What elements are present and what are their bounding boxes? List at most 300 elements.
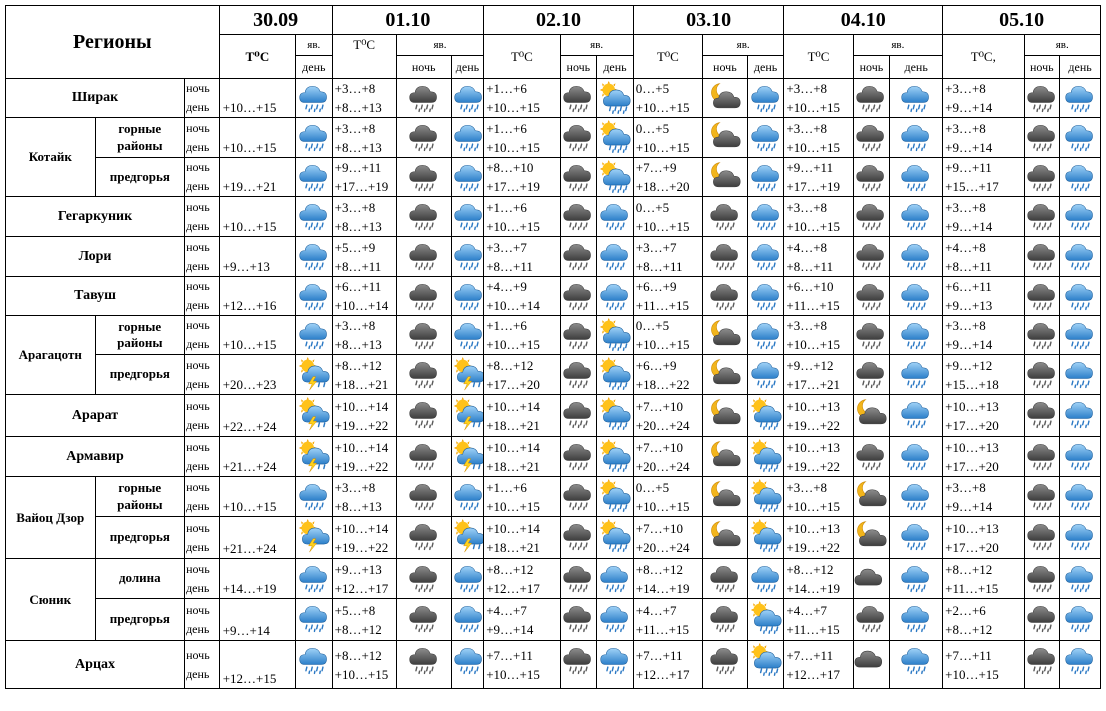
cloud-rain-icon [1025, 159, 1060, 195]
night-temperature: +2…+6 [945, 602, 986, 618]
night-temperature: +7…+11 [486, 647, 533, 663]
storm-icon [452, 518, 484, 554]
weather-icon-cell [702, 197, 747, 237]
forecast-body [6, 79, 1101, 689]
weather-icon-cell [597, 118, 634, 158]
cloud-rain-icon [397, 198, 451, 234]
moon-cloud-icon [703, 119, 747, 155]
day-temperature: +19…+22 [334, 417, 389, 433]
cloud-rain-icon [397, 159, 451, 195]
weather-icon-cell [747, 277, 784, 316]
day-label: день [186, 666, 210, 681]
temperature-cell [633, 559, 702, 599]
weather-icon-cell [451, 477, 484, 517]
weather-icon-cell [560, 118, 597, 158]
rain-icon [1060, 478, 1100, 514]
temperature-cell [943, 477, 1024, 517]
weather-icon-cell [702, 599, 747, 641]
phenomenon-header: яв. [1024, 35, 1100, 56]
temperature-cell: +10…+15 [219, 79, 295, 118]
weather-icon-cell [747, 517, 784, 559]
night-temperature: 0…+5 [635, 318, 670, 333]
weather-icon-cell [702, 641, 747, 689]
night-temperature: +3…+8 [786, 81, 828, 96]
temperature-cell [943, 79, 1024, 118]
phenomenon-header: яв. [396, 35, 484, 56]
rain-icon [296, 278, 332, 314]
region-name: Гегаркуник [6, 197, 185, 237]
cloud-rain-icon [1025, 238, 1060, 274]
weather-icon-cell [296, 641, 333, 689]
rain-icon [296, 198, 332, 234]
moon-cloud-icon [703, 478, 747, 514]
day-label: день [890, 56, 943, 79]
day-temperature: +8…+12 [334, 621, 382, 637]
cloud-icon [854, 642, 890, 678]
cloud-rain-icon [561, 119, 597, 155]
day-temperature: +17…+21 [786, 376, 841, 392]
weather-icon-cell [451, 316, 484, 355]
day-temperature: +9…+14 [945, 100, 993, 115]
night-temperature: +5…+9 [334, 239, 376, 255]
night-temperature: +6…+9 [635, 279, 677, 294]
rain-icon [452, 119, 484, 155]
weather-icon-cell [597, 517, 634, 559]
weather-icon-cell [853, 599, 890, 641]
day-label: день [186, 498, 210, 513]
weather-icon-cell [890, 477, 943, 517]
weather-icon-cell [1060, 158, 1101, 197]
weather-icon-cell [451, 158, 484, 197]
weather-icon-cell [1024, 277, 1060, 316]
temperature-cell: +21…+24 [219, 517, 295, 559]
night-temperature: +6…+10 [786, 279, 834, 294]
weather-icon-cell [890, 277, 943, 316]
temperature-cell [332, 355, 396, 395]
night-temperature: +4…+7 [486, 602, 527, 618]
cloud-rain-icon [854, 356, 890, 392]
weather-icon-cell [702, 118, 747, 158]
cloud-rain-icon [397, 642, 451, 678]
night-temperature: +9…+12 [945, 357, 993, 373]
region-name: Арарат [6, 395, 185, 437]
night-temperature: +3…+8 [945, 81, 986, 96]
weather-icon-cell [702, 237, 747, 277]
night-temperature: +9…+12 [786, 357, 834, 373]
temperature-cell [633, 237, 702, 277]
temperature-cell [784, 641, 853, 689]
day-label: день [186, 298, 210, 312]
cloud-rain-icon [561, 478, 597, 514]
temperature-cell [484, 237, 560, 277]
weather-icon-cell [702, 395, 747, 437]
night-temperature: +10…+14 [334, 439, 389, 455]
weather-icon-cell [1024, 197, 1060, 237]
cloud-rain-icon [1025, 119, 1060, 155]
weather-icon-cell [1060, 237, 1101, 277]
night-label: ночь [186, 647, 210, 662]
weather-icon-cell [702, 79, 747, 118]
night-temperature: 0…+5 [635, 479, 670, 495]
weather-icon-cell [1060, 355, 1101, 395]
weather-icon-cell [747, 641, 784, 689]
day-temperature: +19…+22 [334, 539, 389, 555]
day-temperature: +10…+15 [486, 100, 540, 115]
cloud-rain-icon [561, 438, 597, 474]
rain-icon [452, 478, 484, 514]
phenomenon-header: яв. [853, 35, 943, 56]
night-temperature: +3…+7 [635, 239, 677, 255]
rain-icon [748, 119, 784, 155]
rain-icon [296, 642, 332, 678]
cloud-rain-icon [1025, 80, 1060, 116]
weather-icon-cell [560, 437, 597, 477]
night-temperature: +8…+12 [334, 647, 382, 663]
night-temperature: +3…+8 [334, 318, 376, 333]
temperature-cell [484, 477, 560, 517]
weather-icon-cell [597, 79, 634, 118]
table-row [6, 158, 1101, 197]
weather-icon-cell [451, 197, 484, 237]
night-temperature: +7…+11 [635, 647, 683, 663]
day-temperature: +15…+18 [945, 376, 999, 392]
day-temperature: +18…+21 [486, 539, 540, 555]
temperature-cell [332, 197, 396, 237]
night-temperature: +1…+6 [486, 199, 527, 215]
temperature-cell [332, 517, 396, 559]
cloud-rain-icon [397, 560, 451, 596]
night-label: ночь [186, 279, 210, 293]
day-label: день [186, 179, 210, 193]
weather-icon-cell [702, 277, 747, 316]
temperature-cell [943, 517, 1024, 559]
cloud-rain-icon [397, 119, 451, 155]
rain-icon [1060, 560, 1100, 596]
temperature-cell [633, 395, 702, 437]
weather-icon-cell [853, 437, 890, 477]
weather-icon-cell [747, 118, 784, 158]
weather-icon-cell [396, 277, 451, 316]
date-header: 04.10 [784, 6, 943, 35]
weather-icon-cell [747, 158, 784, 197]
temperature-cell [484, 277, 560, 316]
rain-icon [890, 317, 942, 353]
night-day-labels [185, 641, 220, 689]
day-temperature: +19…+22 [334, 458, 389, 474]
day-temperature: +8…+13 [334, 139, 382, 155]
weather-icon-cell [747, 79, 784, 118]
rain-icon [890, 278, 942, 314]
night-label: ночь [186, 520, 210, 535]
temperature-cell [784, 158, 853, 197]
cloud-rain-icon [561, 278, 597, 314]
weather-icon-cell [1060, 599, 1101, 641]
weather-icon-cell [1024, 118, 1060, 158]
table-row [6, 316, 1101, 355]
weather-icon-cell [296, 277, 333, 316]
temperature-cell [633, 517, 702, 559]
rain-icon [296, 478, 332, 514]
weather-icon-cell [853, 395, 890, 437]
day-temperature: +11…+15 [786, 298, 840, 313]
cloud-rain-icon [561, 356, 597, 392]
cloud-rain-icon [703, 600, 747, 636]
night-temperature: +9…+11 [334, 160, 382, 175]
weather-icon-cell [560, 355, 597, 395]
temperature-cell [332, 158, 396, 197]
weather-icon-cell [451, 118, 484, 158]
rain-icon [597, 278, 633, 314]
rain-icon [296, 119, 332, 155]
day-temperature: +14…+19 [786, 580, 841, 596]
night-temperature: +3…+8 [945, 120, 986, 136]
day-label: день [747, 56, 784, 79]
night-temperature: +1…+6 [486, 479, 527, 495]
temperature-cell [784, 277, 853, 316]
cloud-rain-icon [397, 317, 451, 353]
night-temperature: +9…+11 [945, 160, 992, 175]
region-name: Вайоц Дзор [6, 477, 96, 559]
weather-icon-cell [396, 477, 451, 517]
night-day-labels [185, 316, 220, 355]
rain-icon [1060, 642, 1100, 678]
cloud-rain-icon [703, 198, 747, 234]
weather-icon-cell [1060, 477, 1101, 517]
table-row [6, 517, 1101, 559]
day-temperature: +17…+19 [334, 179, 389, 194]
day-label: день [186, 580, 210, 595]
day-label: день [186, 337, 210, 351]
day-temperature: +10…+15 [486, 666, 540, 682]
weather-icon-cell [890, 158, 943, 197]
weather-icon-cell [747, 599, 784, 641]
day-temperature: +8…+11 [334, 258, 382, 274]
subregion-name: горные районы [95, 316, 185, 355]
temperature-cell [943, 158, 1024, 197]
weather-icon-cell [451, 517, 484, 559]
cloud-rain-icon [397, 278, 451, 314]
rain-icon [296, 560, 332, 596]
weather-icon-cell [747, 197, 784, 237]
night-temperature: +3…+8 [786, 199, 828, 215]
night-temperature: +8…+12 [635, 561, 683, 577]
weather-icon-cell [702, 477, 747, 517]
temperature-cell [784, 477, 853, 517]
weather-icon-cell [890, 355, 943, 395]
day-temperature: +11…+15 [635, 621, 689, 637]
temperature-cell [484, 641, 560, 689]
weather-icon-cell [1024, 158, 1060, 197]
rain-icon [597, 600, 633, 636]
weather-icon-cell [396, 158, 451, 197]
weather-icon-cell [853, 316, 890, 355]
day-temperature: +17…+20 [945, 458, 999, 474]
date-header: 05.10 [943, 6, 1101, 35]
day-temperature: +10…+15 [635, 139, 690, 155]
night-temperature: +4…+7 [635, 602, 677, 618]
weather-icon-cell [597, 237, 634, 277]
sun-cloud-icon [597, 80, 633, 116]
night-day-labels [185, 197, 220, 237]
night-temperature: +3…+8 [334, 81, 376, 96]
night-day-labels [185, 237, 220, 277]
weather-icon-cell [747, 395, 784, 437]
night-label: ночь [1024, 56, 1060, 79]
temp-header: T⁰C [332, 35, 396, 79]
weather-icon-cell [1060, 316, 1101, 355]
night-temperature: +3…+7 [486, 239, 527, 255]
weather-icon-cell [296, 158, 333, 197]
night-temperature: +4…+9 [486, 279, 527, 294]
sun-cloud-icon [597, 356, 633, 392]
temperature-cell [484, 395, 560, 437]
day-temperature: +8…+12 [945, 621, 993, 637]
night-label: ночь [560, 56, 597, 79]
rain-icon [452, 600, 484, 636]
cloud-rain-icon [397, 356, 451, 392]
temperature-cell [784, 395, 853, 437]
night-label: ночь [186, 318, 210, 332]
temperature-cell [633, 118, 702, 158]
sun-cloud-icon [597, 478, 633, 514]
temperature-cell: +9…+14 [219, 599, 295, 641]
cloud-rain-icon [1025, 317, 1060, 353]
night-label: ночь [396, 56, 451, 79]
temperature-cell [633, 355, 702, 395]
weather-icon-cell [451, 641, 484, 689]
cloud-rain-icon [561, 642, 597, 678]
temperature-cell [943, 599, 1024, 641]
cloud-rain-icon [854, 600, 890, 636]
cloud-rain-icon [1025, 396, 1060, 432]
night-label: ночь [186, 160, 210, 174]
rain-icon [1060, 396, 1100, 432]
weather-icon-cell [1060, 395, 1101, 437]
weather-icon-cell [560, 559, 597, 599]
rain-icon [890, 80, 942, 116]
weather-icon-cell [597, 477, 634, 517]
weather-icon-cell [451, 277, 484, 316]
day-temperature: +10…+14 [334, 298, 389, 313]
cloud-rain-icon [703, 278, 747, 314]
temperature-cell [943, 197, 1024, 237]
rain-icon [597, 642, 633, 678]
day-temperature: +10…+15 [635, 337, 690, 352]
temperature-cell [633, 277, 702, 316]
night-temperature: +8…+10 [486, 160, 534, 175]
temperature-cell [484, 517, 560, 559]
day-label: день [186, 621, 210, 636]
moon-cloud-icon [854, 518, 890, 554]
night-temperature: +4…+8 [945, 239, 986, 255]
temperature-cell [484, 599, 560, 641]
day-temperature: +10…+15 [486, 498, 540, 514]
temp-header: T⁰C, [943, 35, 1024, 79]
night-temperature: +1…+6 [486, 81, 527, 96]
weather-icon-cell [396, 237, 451, 277]
night-temperature: +6…+9 [635, 357, 677, 373]
cloud-rain-icon [1025, 600, 1060, 636]
weather-icon-cell [296, 437, 333, 477]
night-temperature: +6…+11 [334, 279, 382, 294]
weather-icon-cell [1024, 437, 1060, 477]
temperature-cell [943, 559, 1024, 599]
cloud-rain-icon [397, 80, 451, 116]
weather-icon-cell [560, 517, 597, 559]
weather-icon-cell [1060, 517, 1101, 559]
weather-icon-cell [890, 118, 943, 158]
day-temperature: +10…+14 [486, 298, 540, 313]
region-name: Арцах [6, 641, 185, 689]
rain-icon [597, 198, 633, 234]
cloud-rain-icon [561, 159, 597, 195]
weather-icon-cell [1024, 517, 1060, 559]
night-temperature: +10…+13 [786, 520, 841, 536]
night-temperature: +4…+8 [786, 239, 828, 255]
rain-icon [452, 642, 484, 678]
temperature-cell [332, 277, 396, 316]
cloud-rain-icon [397, 478, 451, 514]
temperature-cell [332, 437, 396, 477]
night-day-labels [185, 437, 220, 477]
weather-icon-cell [890, 197, 943, 237]
weather-icon-cell [396, 395, 451, 437]
temperature-cell [633, 477, 702, 517]
rain-icon [890, 396, 942, 432]
storm-icon [296, 396, 332, 432]
day-temperature: +11…+15 [786, 621, 840, 637]
rain-icon [1060, 438, 1100, 474]
rain-icon [452, 278, 484, 314]
cloud-rain-icon [561, 600, 597, 636]
rain-icon [1060, 356, 1100, 392]
temperature-cell [633, 79, 702, 118]
rain-icon [452, 159, 484, 195]
rain-icon [748, 198, 784, 234]
weather-icon-cell [853, 641, 890, 689]
sun-cloud-icon [748, 600, 784, 636]
cloud-icon [854, 560, 890, 596]
temperature-cell [784, 437, 853, 477]
weather-icon-cell [702, 559, 747, 599]
temperature-cell: +22…+24 [219, 395, 295, 437]
weather-icon-cell [1024, 237, 1060, 277]
weather-icon-cell [597, 197, 634, 237]
cloud-rain-icon [561, 317, 597, 353]
rain-icon [748, 80, 784, 116]
day-label: день [186, 417, 210, 432]
temperature-cell [484, 355, 560, 395]
rain-icon [890, 560, 942, 596]
weather-icon-cell [451, 355, 484, 395]
night-temperature: +7…+9 [635, 160, 677, 175]
weather-icon-cell [451, 559, 484, 599]
weather-icon-cell [853, 517, 890, 559]
night-temperature: +3…+8 [786, 479, 828, 495]
day-temperature: +15…+17 [945, 179, 999, 194]
weather-icon-cell [296, 517, 333, 559]
weather-icon-cell [560, 79, 597, 118]
temperature-cell: +14…+19 [219, 559, 295, 599]
cloud-rain-icon [397, 518, 451, 554]
table-row [6, 395, 1101, 437]
night-day-labels [185, 599, 220, 641]
weather-icon-cell [296, 599, 333, 641]
weather-icon-cell [296, 395, 333, 437]
weather-icon-cell [560, 641, 597, 689]
weather-icon-cell [396, 355, 451, 395]
night-temperature: +7…+11 [786, 647, 834, 663]
